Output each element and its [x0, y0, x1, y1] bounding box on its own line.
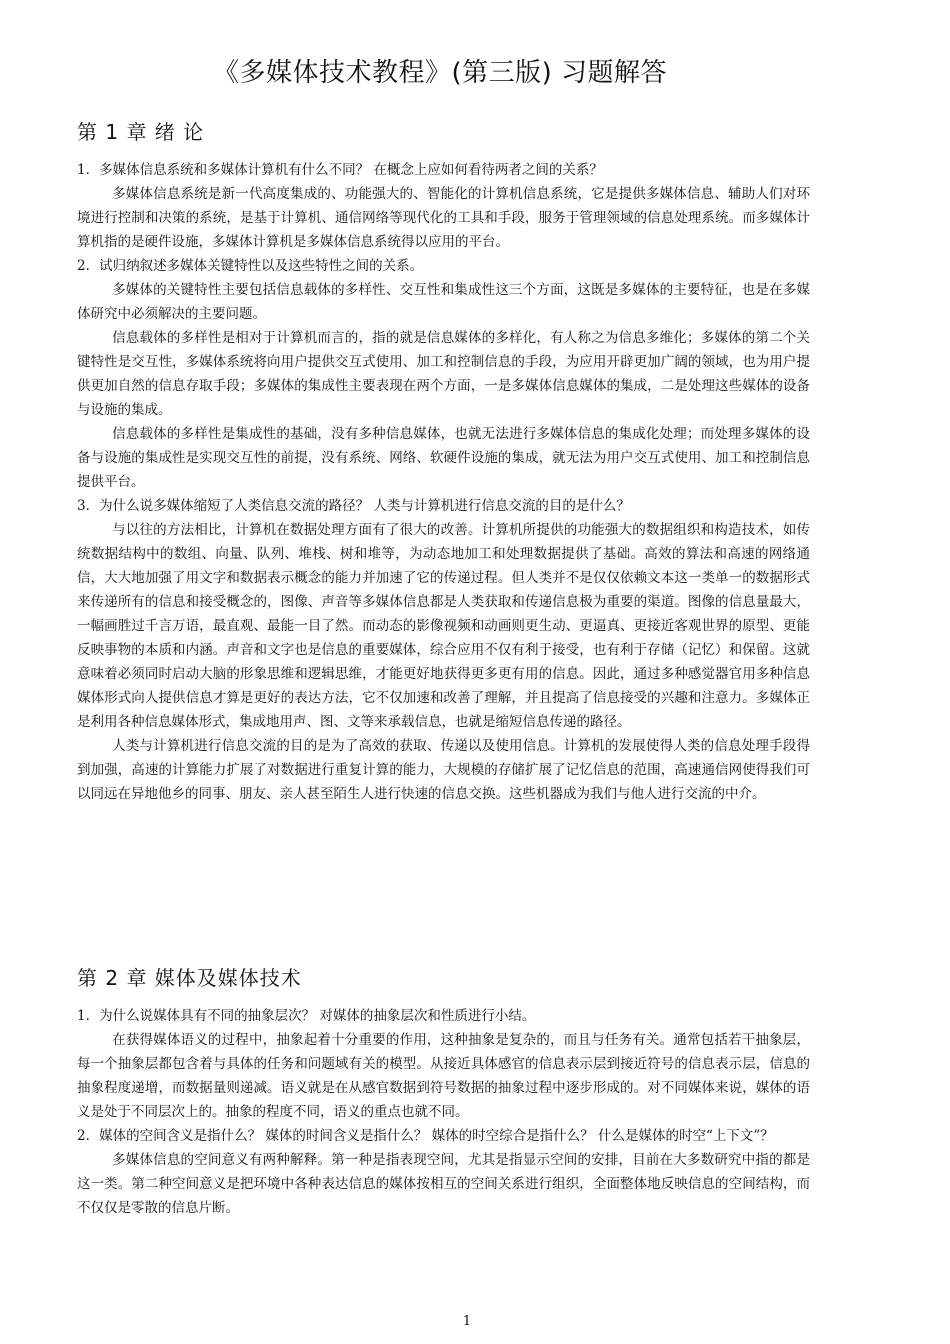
question-1-3: 3．为什么说多媒体缩短了人类信息交流的路径？ 人类与计算机进行信息交流的目的是什么？	[77, 498, 630, 514]
answer-1-3-paragraph-1: 与以往的方法相比，计算机在数据处理方面有了很大的改善。计算机所提供的功能强大的数据组织和构造技术，如传统数据结构中的数组、向量、队列、堆栈、树和堆等，为动态地加工和处理数据提供了基础。高效的算法和高速的网络通信，大大地加强了用文字和数据表示概念的能力并加速了它的传递过程。但人类并不是仅仅依赖文本这一类单一的数据形式来传递所有的信息和接受概念的，图像、声音等多媒体信息都是人类获取和传递信息极为重要的渠道。图像的信息量最大，一幅画胜过千言万语，最直观、最能一目了然。而动态的影像视频和动画则更生动、更逼真、更接近客观世界的原型、更能反映事物的本质和内涵。声音和文字也是信息的重要媒体，综合应用不仅有利于接受，也有利于存储（记忆）和保留。这就意味着必须同时启动大脑的形象思维和逻辑思维，才能更好地获得更多更有用的信息。因此，通过多种感觉器官用多种信息媒体形式向人提供信息才算是更好的表达方法，它不仅加速和改善了理解，并且提高了信息接受的兴趣和注意力。多媒体正是利用各种信息媒体形式，集成地用声、图、文等来承载信息，也就是缩短信息传递的路径。	[77, 522, 810, 730]
question-2-1: 1．为什么说媒体具有不同的抽象层次？ 对媒体的抽象层次和性质进行小结。	[77, 1008, 536, 1024]
answer-2-1-paragraph: 在获得媒体语义的过程中，抽象起着十分重要的作用，这种抽象是复杂的，而且与任务有关。通常包括若干抽象层，每一个抽象层都包含着与具体的任务和问题域有关的模型。从接近具体感官的信息表示层到接近符号的信息表示层，信息的抽象程度递增，而数据量则递减。语义就是在从感官数据到符号数据的抽象过程中逐步形成的。对不同媒体来说，媒体的语义是处于不同层次上的。抽象的程度不同，语义的重点也就不同。	[77, 1032, 810, 1120]
chapter-1-body	[77, 158, 810, 806]
chapter-2-body	[77, 1004, 810, 1220]
question-1-1: 1．多媒体信息系统和多媒体计算机有什么不同？ 在概念上应如何看待两者之间的关系？	[77, 162, 603, 178]
answer-2-2-paragraph: 多媒体信息的空间意义有两种解释。第一种是指表现空间，尤其是指显示空间的安排，目前在大多数研究中指的都是这一类。第二种空间意义是把环境中各种表达信息的媒体按相互的空间关系进行组织，全面整体地反映信息的空间结构，而不仅仅是零散的信息片断。	[77, 1152, 810, 1216]
question-1-2: 2．试归纳叙述多媒体关键特性以及这些特性之间的关系。	[77, 258, 424, 274]
chapter-1-heading: 第 1 章 绪 论	[77, 120, 205, 144]
answer-1-1-paragraph: 多媒体信息系统是新一代高度集成的、功能强大的、智能化的计算机信息系统，它是提供多媒体信息、辅助人们对环境进行控制和决策的系统，是基于计算机、通信网络等现代化的工具和手段，服务于管理领域的信息处理系统。而多媒体计算机指的是硬件设施，多媒体计算机是多媒体信息系统得以应用的平台。	[77, 186, 810, 250]
question-2-2: 2．媒体的空间含义是指什么？ 媒体的时间含义是指什么？ 媒体的时空综合是指什么？ 什么是媒体的时空“上下文”？	[77, 1128, 774, 1144]
page-number: 1	[462, 1314, 472, 1329]
answer-1-2-paragraph-3: 信息载体的多样性是集成性的基础，没有多种信息媒体，也就无法进行多媒体信息的集成化处理；而处理多媒体的设备与设施的集成性是实现交互性的前提，没有系统、网络、软硬件设施的集成，就无法为用户交互式使用、加工和控制信息提供平台。	[77, 426, 810, 490]
answer-1-2-paragraph-1: 多媒体的关键特性主要包括信息载体的多样性、交互性和集成性这三个方面，这既是多媒体的主要特征，也是在多媒体研究中必须解决的主要问题。	[77, 282, 810, 322]
answer-1-2-paragraph-2: 信息载体的多样性是相对于计算机而言的，指的就是信息媒体的多样化，有人称之为信息多维化；多媒体的第二个关键特性是交互性，多媒体系统将向用户提供交互式使用、加工和控制信息的手段，为应用开辟更加广阔的领域，也为用户提供更加自然的信息存取手段；多媒体的集成性主要表现在两个方面，一是多媒体信息媒体的集成，二是处理这些媒体的设备与设施的集成。	[77, 330, 810, 418]
document-title: 《多媒体技术教程》(第三版) 习题解答	[212, 58, 668, 88]
answer-1-3-paragraph-2: 人类与计算机进行信息交流的目的是为了高效的获取、传递以及使用信息。计算机的发展使得人类的信息处理手段得到加强，高速的计算能力扩展了对数据进行重复计算的能力，大规模的存储扩展了记忆信息的范围，高速通信网使得我们可以同远在异地他乡的同事、朋友、亲人甚至陌生人进行快速的信息交换。这些机器成为我们与他人进行交流的中介。	[77, 738, 810, 802]
chapter-2-heading: 第 2 章 媒体及媒体技术	[77, 966, 302, 990]
